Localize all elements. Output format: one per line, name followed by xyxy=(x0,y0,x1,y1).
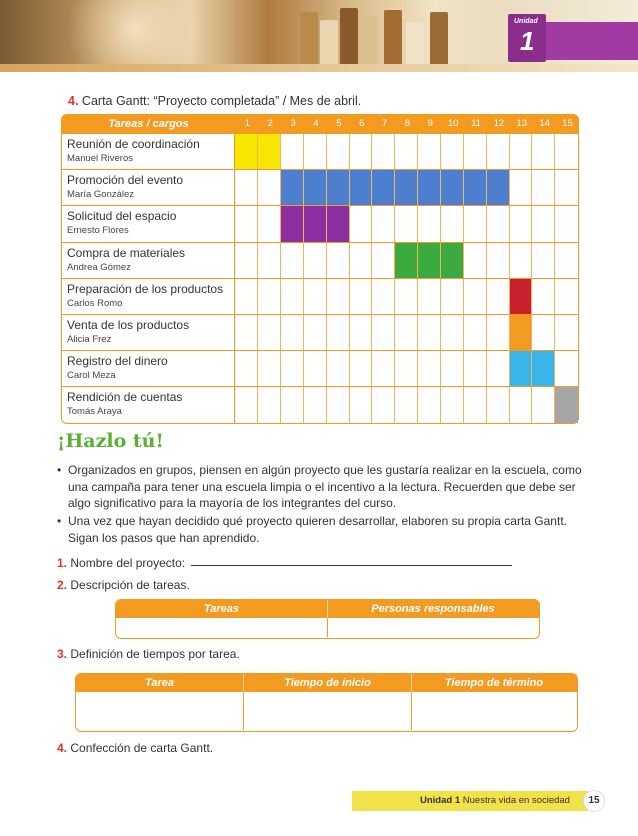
gantt-day-header: 3 xyxy=(290,118,296,129)
gantt-empty-cell xyxy=(510,134,533,169)
footer-unit-title xyxy=(420,795,570,806)
gantt-bar-cell xyxy=(304,206,327,241)
gantt-empty-cell xyxy=(350,206,373,241)
hazlo-bullet: • Organizados en grupos, piensen en algún proyecto que les gustaría realizar en la escuela, como una campaña para tener una escuela limpia o el incentivo a la lectura. Recuerden que debe ser algo significativo para la mayoría de los integrantes del curso. xyxy=(57,462,592,512)
gantt-empty-cell xyxy=(281,387,304,422)
gantt-empty-cell xyxy=(258,387,281,422)
gantt-empty-cell xyxy=(235,315,258,350)
gantt-empty-cell xyxy=(235,351,258,386)
book-image xyxy=(300,12,318,72)
gantt-empty-cell xyxy=(487,351,510,386)
gantt-empty-cell xyxy=(350,279,373,314)
gantt-empty-cell xyxy=(258,170,281,205)
gantt-task-name: Rendición de cuentas xyxy=(67,390,183,405)
gantt-bar-cell xyxy=(555,387,578,422)
gantt-bar-cell xyxy=(441,243,464,278)
gantt-task-name: Solicitud del espacio xyxy=(67,209,177,224)
gantt-day-header: 15 xyxy=(562,118,573,129)
gantt-row xyxy=(61,206,579,242)
gantt-day-header: 13 xyxy=(516,118,528,129)
gantt-bar-cell xyxy=(418,243,441,278)
gantt-empty-cell xyxy=(395,134,418,169)
task-col-header: Tarea xyxy=(76,674,244,692)
gantt-row xyxy=(61,315,579,351)
unit-badge xyxy=(508,14,546,62)
gantt-empty-cell xyxy=(258,206,281,241)
gantt-task-person: Andrea Gómez xyxy=(67,261,131,273)
gantt-day-header: 2 xyxy=(267,118,273,129)
tasks-col-header: Tareas xyxy=(116,600,328,618)
gantt-empty-cell xyxy=(304,279,327,314)
gantt-day-header: 10 xyxy=(447,118,459,129)
gantt-empty-cell xyxy=(395,206,418,241)
gantt-day-header: 14 xyxy=(539,118,550,129)
gantt-day-header: 9 xyxy=(427,118,433,129)
gantt-empty-cell xyxy=(464,315,487,350)
end-time-input-cell[interactable] xyxy=(412,692,576,730)
step-number: 2. xyxy=(57,578,68,592)
gantt-task-name: Reunión de coordinación xyxy=(67,137,200,151)
gantt-empty-cell xyxy=(281,279,304,314)
book-image xyxy=(430,12,448,72)
hazlo-bullet: • Una vez que hayan decidido qué proyecto quieren desarrollar, elaboren su propia carta Gantt. Sigan los pasos que han aprendido. xyxy=(57,513,592,546)
footer-unit: Unidad 1 xyxy=(420,795,461,806)
gantt-empty-cell xyxy=(258,315,281,350)
gantt-empty-cell xyxy=(235,243,258,278)
step-task-description xyxy=(57,578,190,592)
gantt-empty-cell xyxy=(281,243,304,278)
gantt-empty-cell xyxy=(327,351,350,386)
step-number: 1. xyxy=(57,556,68,570)
step-text: Descripción de tareas. xyxy=(70,578,190,592)
gantt-day-header: 7 xyxy=(381,118,388,129)
gantt-empty-cell xyxy=(235,387,258,422)
gantt-empty-cell xyxy=(532,279,555,314)
gantt-bar-cell xyxy=(235,134,258,169)
unit-badge-label: Unidad xyxy=(514,18,538,25)
gantt-empty-cell xyxy=(304,351,327,386)
gantt-row xyxy=(61,279,579,315)
book-image xyxy=(340,8,358,72)
project-name-line[interactable] xyxy=(191,565,512,566)
gantt-empty-cell xyxy=(555,170,578,205)
gantt-empty-cell xyxy=(418,387,441,422)
gantt-empty-cell xyxy=(372,243,395,278)
gantt-bar-cell xyxy=(395,243,418,278)
gantt-task-name: Venta de los productos xyxy=(67,317,190,332)
gantt-empty-cell xyxy=(487,206,510,241)
gantt-empty-cell xyxy=(441,279,464,314)
gantt-task-person: Ernesto Flores xyxy=(67,225,129,237)
gantt-empty-cell xyxy=(555,206,578,241)
gantt-empty-cell xyxy=(418,206,441,241)
gantt-empty-cell xyxy=(235,279,258,314)
gantt-empty-cell xyxy=(487,243,510,278)
tasks-table-row xyxy=(116,618,539,637)
gantt-bar-cell xyxy=(418,170,441,205)
gantt-empty-cell xyxy=(418,279,441,314)
gantt-chart xyxy=(61,114,579,424)
gantt-bar-cell xyxy=(327,170,350,205)
gantt-empty-cell xyxy=(258,243,281,278)
gantt-bar-cell xyxy=(327,206,350,241)
gantt-empty-cell xyxy=(464,279,487,314)
gantt-empty-cell xyxy=(555,243,578,278)
gantt-empty-cell xyxy=(510,387,533,422)
times-table xyxy=(75,673,578,732)
gantt-task-name: Registro del dinero xyxy=(67,354,168,369)
responsibles-input-cell[interactable] xyxy=(328,618,538,637)
gantt-empty-cell xyxy=(281,351,304,386)
gantt-empty-cell xyxy=(464,206,487,241)
gantt-row xyxy=(61,170,579,206)
gantt-bar-cell xyxy=(372,170,395,205)
gantt-empty-cell xyxy=(487,134,510,169)
gantt-empty-cell xyxy=(235,206,258,241)
gantt-empty-cell xyxy=(327,134,350,169)
gantt-bar-cell xyxy=(304,170,327,205)
gantt-empty-cell xyxy=(281,134,304,169)
gantt-day-header: 11 xyxy=(471,118,481,129)
gantt-day-header: 12 xyxy=(493,118,505,129)
gantt-empty-cell xyxy=(350,243,373,278)
gantt-task-person: Carlos Romo xyxy=(67,297,123,309)
gantt-empty-cell xyxy=(532,387,555,422)
gantt-task-name: Promoción del evento xyxy=(67,173,184,188)
gantt-empty-cell xyxy=(327,279,350,314)
gantt-empty-cell xyxy=(555,315,578,350)
gantt-empty-cell xyxy=(487,387,510,422)
gantt-empty-cell xyxy=(464,351,487,386)
gantt-task-person: María González xyxy=(67,189,135,201)
gantt-bar-cell xyxy=(510,351,533,386)
gantt-row xyxy=(61,387,579,423)
gantt-empty-cell xyxy=(441,315,464,350)
gantt-empty-cell xyxy=(372,351,395,386)
gantt-bar-cell xyxy=(350,170,373,205)
gantt-task-cell xyxy=(62,279,235,314)
gantt-empty-cell xyxy=(350,387,373,422)
gantt-empty-cell xyxy=(555,134,578,169)
gantt-empty-cell xyxy=(532,170,555,205)
gantt-header xyxy=(61,114,579,134)
responsibles-col-header: Personas responsables xyxy=(371,603,495,615)
gantt-empty-cell xyxy=(327,315,350,350)
footer-title: Nuestra vida en sociedad xyxy=(462,795,570,806)
caption-text: Carta Gantt: “Proyecto completada” / Mes de abril. xyxy=(81,94,362,108)
gantt-empty-cell xyxy=(441,206,464,241)
vitruvian-sketch-image xyxy=(60,0,210,72)
gantt-task-cell xyxy=(62,387,235,422)
gantt-bar-cell xyxy=(281,206,304,241)
gantt-bar-cell xyxy=(258,134,281,169)
gantt-empty-cell xyxy=(235,170,258,205)
caption-number: 4. xyxy=(68,94,79,108)
gantt-empty-cell xyxy=(555,351,578,386)
gantt-empty-cell xyxy=(395,315,418,350)
gantt-day-header: 8 xyxy=(404,118,411,129)
gantt-empty-cell xyxy=(487,279,510,314)
tasks-input-cell[interactable] xyxy=(116,618,328,637)
gantt-day-header: 4 xyxy=(313,118,319,129)
gantt-empty-cell xyxy=(510,170,533,205)
gantt-bar-cell xyxy=(510,315,533,350)
gantt-bar-cell xyxy=(441,170,464,205)
gantt-task-cell xyxy=(62,315,235,350)
step-gantt-creation xyxy=(57,741,213,755)
gantt-empty-cell xyxy=(395,387,418,422)
gantt-empty-cell xyxy=(327,243,350,278)
gantt-empty-cell xyxy=(464,243,487,278)
times-table-row xyxy=(76,692,577,730)
gantt-bar-cell xyxy=(510,279,533,314)
step-project-name xyxy=(57,556,185,570)
gantt-empty-cell xyxy=(281,315,304,350)
gantt-empty-cell xyxy=(304,134,327,169)
gantt-empty-cell xyxy=(372,134,395,169)
gantt-task-name: Preparación de los productos xyxy=(67,281,224,296)
gantt-empty-cell xyxy=(441,387,464,422)
gantt-empty-cell xyxy=(304,315,327,350)
gantt-empty-cell xyxy=(350,315,373,350)
gantt-task-name: Compra de materiales xyxy=(67,245,186,260)
step-number: 3. xyxy=(57,647,68,661)
gantt-task-person: Manuel Riveros xyxy=(67,153,133,164)
gantt-task-cell xyxy=(62,206,235,241)
tasks-table-header xyxy=(116,600,539,618)
gantt-empty-cell xyxy=(327,387,350,422)
step-text: Nombre del proyecto: xyxy=(70,556,186,570)
gantt-row xyxy=(61,243,579,279)
gantt-empty-cell xyxy=(555,279,578,314)
gantt-task-cell xyxy=(62,243,235,278)
gantt-bar-cell xyxy=(487,170,510,205)
gantt-bar-cell xyxy=(464,170,487,205)
gantt-day-header: 5 xyxy=(336,118,342,129)
gantt-empty-cell xyxy=(350,134,373,169)
gantt-empty-cell xyxy=(464,134,487,169)
gantt-bar-cell xyxy=(281,170,304,205)
gantt-empty-cell xyxy=(395,351,418,386)
gantt-empty-cell xyxy=(464,387,487,422)
start-time-col-header: Tiempo de inicio xyxy=(244,674,412,692)
step-text: Confección de carta Gantt. xyxy=(70,741,214,755)
gantt-day-header: 1 xyxy=(244,118,251,129)
gantt-empty-cell xyxy=(304,243,327,278)
gantt-empty-cell xyxy=(372,206,395,241)
gantt-empty-cell xyxy=(441,351,464,386)
gantt-empty-cell xyxy=(532,315,555,350)
gantt-empty-cell xyxy=(372,279,395,314)
gantt-empty-cell xyxy=(418,134,441,169)
gantt-header-tasks: Tareas / cargos xyxy=(108,118,189,130)
times-table-header xyxy=(76,674,577,692)
page-number: 15 xyxy=(583,790,605,812)
gantt-empty-cell xyxy=(350,351,373,386)
gantt-task-person: Alicia Frez xyxy=(67,333,112,345)
gantt-empty-cell xyxy=(418,315,441,350)
step-time-definition xyxy=(57,647,240,661)
gantt-row xyxy=(61,134,579,170)
end-time-col-header: Tiempo de término xyxy=(444,677,544,689)
gantt-empty-cell xyxy=(304,387,327,422)
unit-strip xyxy=(546,22,638,60)
gantt-empty-cell xyxy=(258,279,281,314)
gantt-task-cell xyxy=(62,134,235,169)
book-image xyxy=(384,10,402,72)
gantt-bar-cell xyxy=(395,170,418,205)
gantt-empty-cell xyxy=(510,206,533,241)
gantt-empty-cell xyxy=(258,351,281,386)
step-number: 4. xyxy=(57,741,68,755)
gantt-empty-cell xyxy=(487,315,510,350)
gantt-empty-cell xyxy=(532,243,555,278)
gantt-empty-cell xyxy=(372,387,395,422)
task-input-cell[interactable] xyxy=(76,692,244,730)
gantt-empty-cell xyxy=(441,134,464,169)
gantt-empty-cell xyxy=(395,279,418,314)
gantt-task-cell xyxy=(62,170,235,205)
hazlo-title: ¡Hazlo tú! xyxy=(57,430,164,452)
gantt-empty-cell xyxy=(532,206,555,241)
tasks-table xyxy=(115,599,540,639)
gantt-empty-cell xyxy=(532,134,555,169)
gantt-empty-cell xyxy=(372,315,395,350)
banner-stripe xyxy=(0,64,638,72)
gantt-bar-cell xyxy=(532,351,555,386)
gantt-row xyxy=(61,351,579,387)
gantt-task-person: Carol Meza xyxy=(67,370,116,382)
unit-badge-number: 1 xyxy=(520,26,535,56)
gantt-day-header: 6 xyxy=(359,118,365,129)
gantt-task-cell xyxy=(62,351,235,386)
gantt-empty-cell xyxy=(510,243,533,278)
gantt-empty-cell xyxy=(418,351,441,386)
start-time-input-cell[interactable] xyxy=(244,692,412,730)
step-text: Definición de tiempos por tarea. xyxy=(70,647,240,661)
gantt-task-person: Tomás Araya xyxy=(67,406,122,418)
gantt-caption xyxy=(68,94,361,108)
